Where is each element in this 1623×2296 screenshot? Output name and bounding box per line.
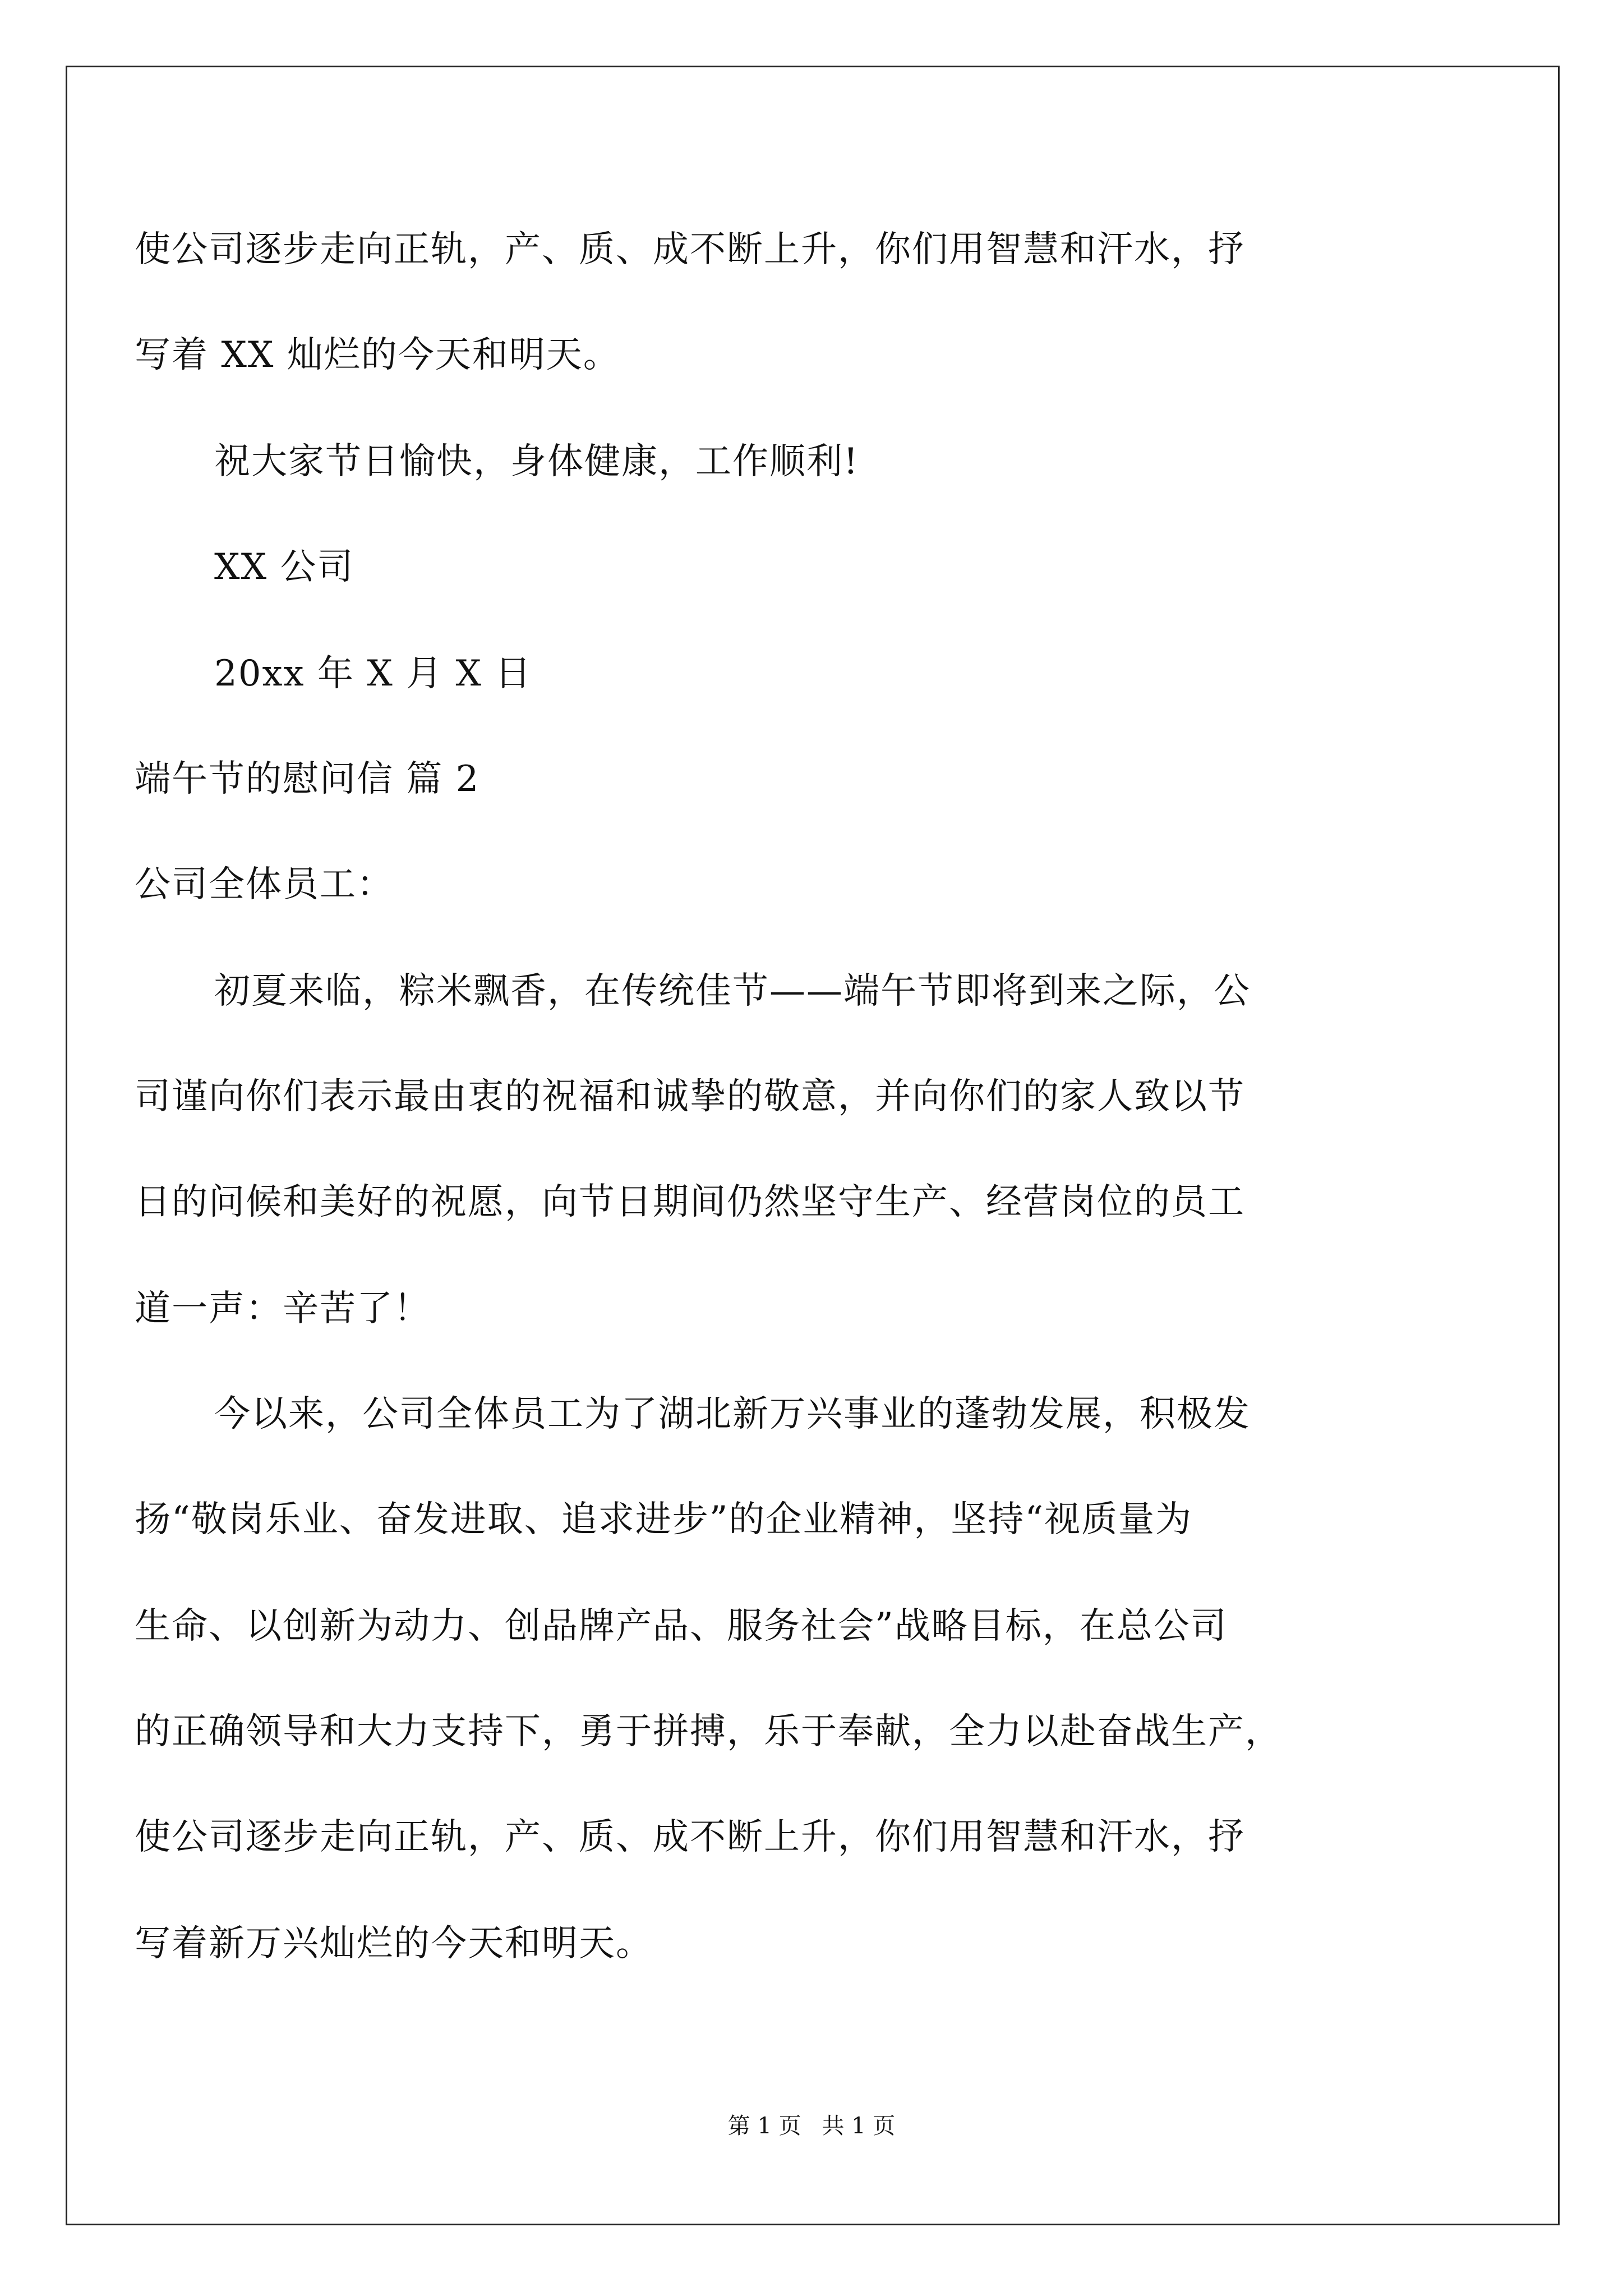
body-line-2: 写着 XX 灿烂的今天和明天。 [135,334,620,376]
greeting-wishes: 祝大家节日愉快，身体健康，工作顺利! [214,441,859,482]
page-total: 共 1 页 [822,2113,896,2139]
body-line-11: 道一声：辛苦了！ [135,1288,431,1329]
salutation: 公司全体员工： [135,864,394,905]
body-line-10: 日的问候和美好的祝愿，向节日期间仍然坚守生产、经营岗位的员工 [135,1181,1245,1223]
body-line-1: 使公司逐步走向正轨，产、质、成不断上升，你们用智慧和汗水，抒 [135,229,1245,270]
signature-date: 20xx 年 X 月 X 日 [214,653,532,694]
body-line-9: 司谨向你们表示最由衷的祝福和诚挚的敬意，并向你们的家人致以节 [135,1076,1245,1117]
body-line-17: 写着新万兴灿烂的今天和明天。 [135,1923,653,1964]
body-line-13: 扬“敬岗乐业、奋发进取、追求进步”的企业精神，坚持“视质量为 [135,1499,1193,1540]
page-footer [0,2109,1623,2143]
body-line-8: 初夏来临，粽米飘香，在传统佳节——端午节即将到来之际，公 [214,970,1251,1012]
body-line-12: 今以来，公司全体员工为了湖北新万兴事业的蓬勃发展，积极发 [214,1393,1251,1435]
body-line-14: 生命、以创新为动力、创品牌产品、服务社会”战略目标，在总公司 [135,1605,1228,1647]
body-line-15: 的正确领导和大力支持下，勇于拼搏，乐于奉献，全力以赴奋战生产， [135,1711,1282,1752]
body-line-16: 使公司逐步走向正轨，产、质、成不断上升，你们用智慧和汗水，抒 [135,1816,1245,1858]
page-number: 第 1 页 [727,2113,801,2139]
page-border [66,66,1560,2225]
signature-company: XX 公司 [214,546,354,588]
section-title: 端午节的慰问信 篇 2 [135,758,480,800]
